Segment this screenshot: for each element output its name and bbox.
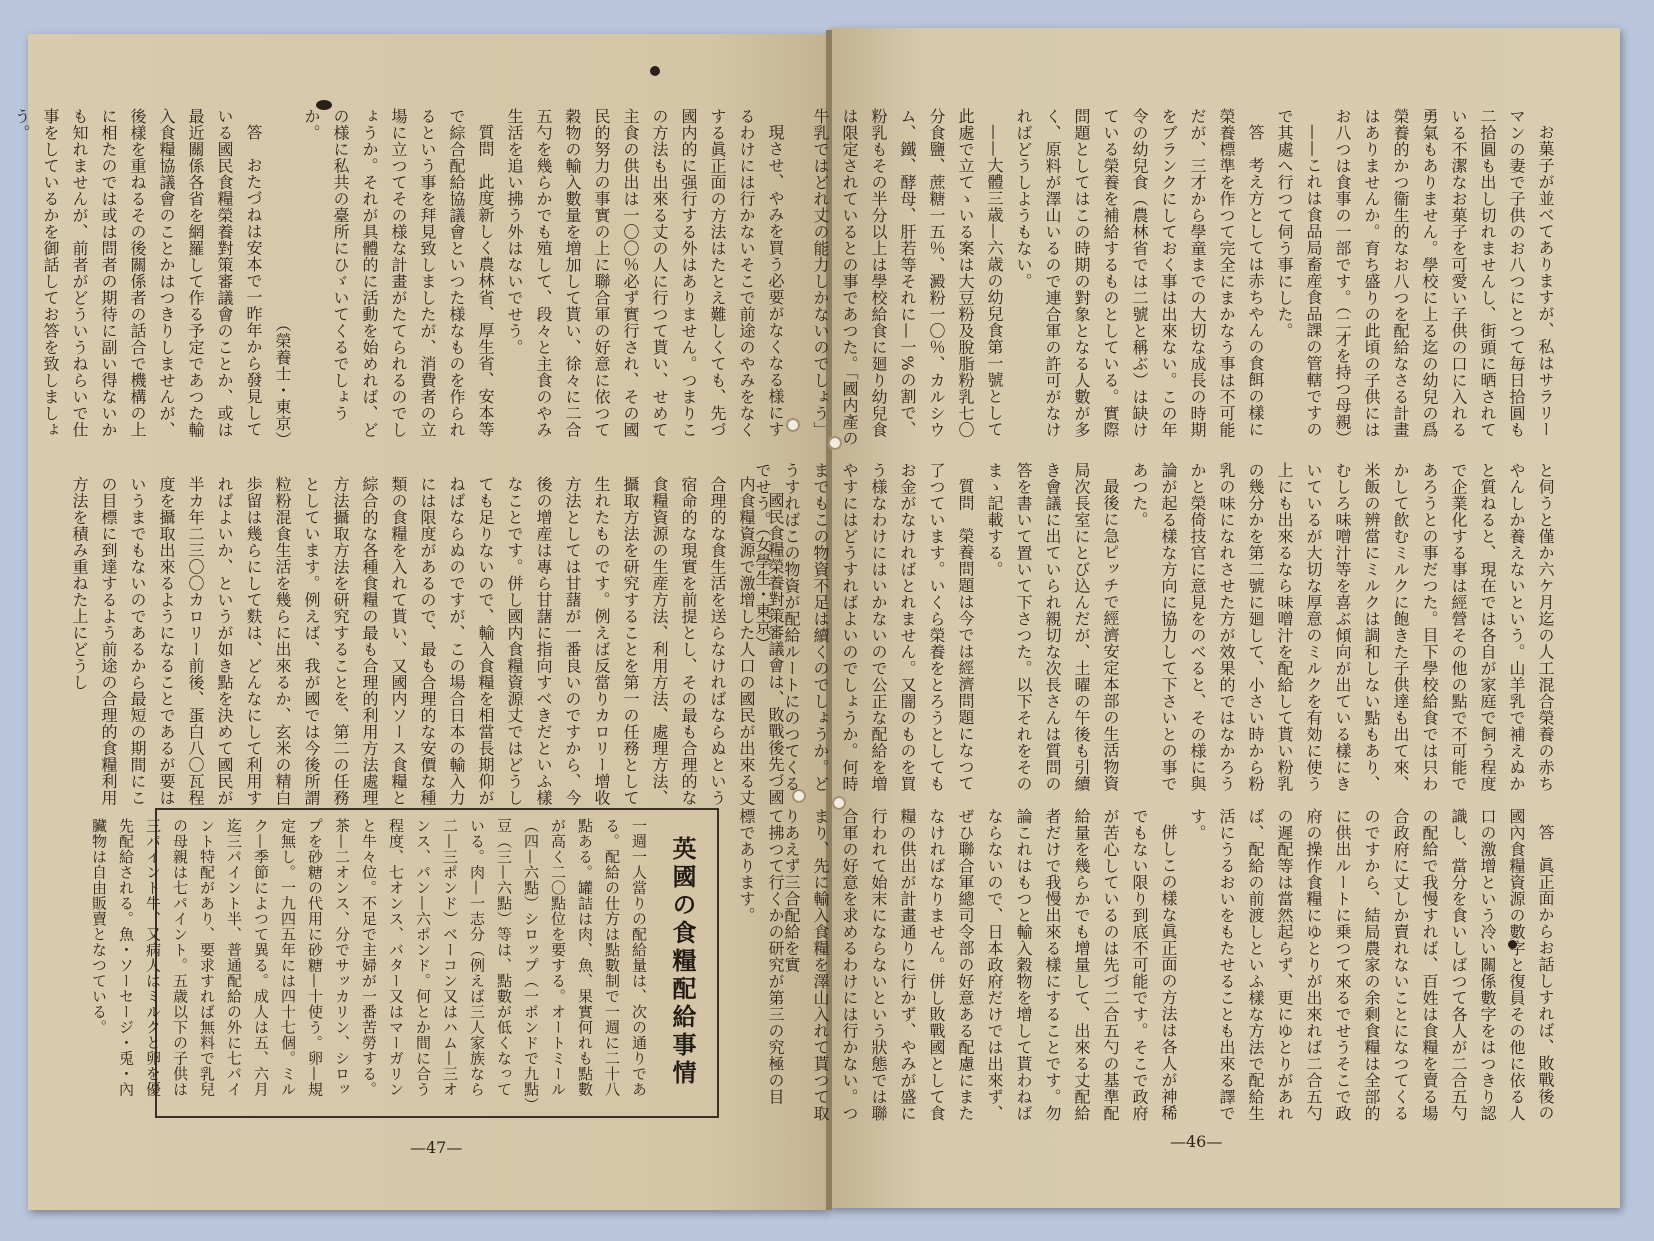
paragraph: お菓子が並べてありますが、私はサラリーマンの妻で子供のお八つにとつて毎日拾圓も二拾圓も出し切れませんし、街頭に晒されている不潔なお菓子を可愛い子供の口に入れる勇氣もありません。學校に上る迄の幼兒の爲榮養的かつ衞生的なお八つを配給なさる計畫はありませんか。育ち盛りの此頃の子供にはお八つは食事の一部です。（二才を持つ母親） xyxy=(1333,108,1555,447)
right-bottom-text xyxy=(782,808,1560,1124)
paragraph: 國民食糧榮養對策審議會は、敗戰後先づ國内食糧資源で激增した人口の國民が出來る丈合理的な食生活を送らなければならぬという宿命的な現實を前提とし、その最も合理的な食糧資源の生産方法、利用方法、處理方法、攝取方法を研究することを第一の任務として生れたものです。例えば反當りカロリー增收方法としては甘藷が一番良いのですから、今後の增産は專ら甘藷に指向すべきだといふ樣なことです。併し國内食糧資源丈ではどうしても足りないので、輸入食糧を相當長期仰がねばならぬのですが、この場合日本の輸入力には限度があるので、最も合理的な安價な種類の食糧を入れて貰い、又國内ソース食糧と綜合的な各種食糧の最も合理的利用方法處理方法攝取方法を研究することを、第二の任務としています。例えば、我が國では今後所謂粒粉混食生活を幾らに出來るか、玄米の精白歩留は幾らにして麩は、どんなにして利用すればよいか、というが如き點を決めて國民が半カ年二三〇〇カロリー前後、蛋白八〇瓦程度を攝取出來るようになることであるが要はいうまでもないのであるから最短の期間にこの目標に到達するよう前途の合理的食糧利用方法を積み重ねた上にどうし xyxy=(70,476,785,806)
answer-paragraph: 答 眞正面からお話しすれば、敗戰後の國內食糧資源の數字と復員その他に依る人口の激增という冷い關係數字をはつきり認識し、當分を食いしばつて各人が二合五勺の配給で我慢すれば、百姓は食糧を賣る場合政府に丈しか賣れないことになつてくるのですから、結局農家の余剩食糧は全部的に供出ルートに乗つて來るでせうそこで政府の操作食糧にゆとりが出來れば二合五勺の遲配等は當然起らず、更にゆとりがあれば、配給の前渡しといふ樣な方法で配給生活にうるおいをもたせることも出來る譯です。 xyxy=(1188,808,1555,1122)
paragraph: 最後に急ピッチで經濟安定本部の生活物資局次長室にとび込んだが、土曜の午後も引續き會議に出ていられ親切な次長さんは質問の答を書いて置いて下さつた。以下それをそのまゝ記載する。 xyxy=(985,462,1120,792)
question-paragraph: 質問 此度新しく農林省、厚生省、安本等で綜合配給協議會といつた様なものを作られるという事を拜見致しましたが、消費者の立場に立つてその様な計畫がたてられるのでしょうか。それが具體的に活動を始めれば、どの様に私共の臺所にひゞいてくるでしょうか。 xyxy=(302,108,495,438)
questioner-signature: （榮養士・東京） xyxy=(273,316,292,448)
box-title: 英國の食糧配給事情 xyxy=(668,836,696,1088)
left-top-text xyxy=(12,108,790,448)
box-body xyxy=(90,818,652,1110)
page-number-left: —47— xyxy=(410,1138,463,1157)
paragraph-end: て拂つて行くかの研究が第三の究極の目標であります。 xyxy=(737,808,785,1105)
note-paragraph: ——大體三歳—六歳の幼兒食第一號として此處で立てゝいる案は大豆粉及脫脂粉乳七〇分食鹽、蔗糖一五％、澱粉一〇％、カルシウム、鐵、酵母、肝若等それに—一%の割で、粉乳もその半分以上は學校給食に廻り幼兒食は限定されているとの事であつた。「國内產の牛乳ではどれ丈の能力しかないのでしょう」 xyxy=(811,108,1004,447)
answer-paragraph: 答 考え方としては赤ちやんの食餌の樣に榮養標準を作つて完全にまかなう事は不可能だが、三才から學童までの大切な成長の時期をブランクにしておく事は出來ない。この年令の幼兒食（農林省では二號と稱ぶ）は缺けている榮養を補給するものとしている。實際問題としてはこの時期の對象となる人數が多く、原料が澤山いるので連合軍の許可がなければどうしようもない。 xyxy=(1014,108,1265,438)
right-middle-text xyxy=(753,462,1560,792)
paragraph: 現させ、やみを買う必要がなくなる様にするわけには行かないそこで前途のやみをなくする眞正面の方法はたとえ難しくても、先づ國内的に强行する外はありません。つまりこの方法も出來る丈の人に行つて貰い、せめて主食の供出は一〇〇％必ず實行され、その國民的努力の事實の上に聯合軍の好意に依つて穀物の輸入數量を増加して貰い、徐々に二合五勺を幾らかでも殖して、段々と主食のやみ生活を追い拂う外はないでせう。 xyxy=(505,108,785,438)
ink-spot xyxy=(650,66,660,76)
paragraph: 併しこの樣な眞正面の方法は各人が神稀でもない限り到底不可能です。そこで政府が苦心しているのは先づ二合五勺の基準配給量を幾らかでも增量して、出來る丈配給者だけで我慢出來る樣にすることです。勿論これはもつと輸入穀物を增して貰わねばならないので、日本政府だけでは出來ず、ぜひ聯合軍總司令部の好意ある配慮にまたなければなりません。併し敗戰國として食糧の供出が計畫通りに行かず、やみが盛に行われて始末にならないという狀態では聯合軍の好意を求めるわけには行かない。つまり、先に輸入食糧を澤山入れて貰つて取りあえず三合配給を實 xyxy=(782,808,1178,1122)
answer-paragraph: 答 おたづねは安本で一昨年から發見している國民食糧榮養對策審議會のことか、或は最近關係各省を網羅して作る予定であつた輸入食糧協議會のことかはつきりしませんが、後樣を重ねるその後關係者の話合で機構の上に相たのでは或は問者の期待に副い得ないかも知れませんが、前者がどういうねらいで仕事をしているかを御話してお答を致しましょう。 xyxy=(12,108,263,438)
box-paragraph: 一週一人當りの配給量は、次の通りである。配給の仕方は點數制で一週に二十八點ある。罐詰は肉、魚、果實何れも點數が高く二〇點位を要する。オートミール（四—六點）シロップ（一ポンドで九點）豆（三—六點）等は、點數が低くなっている。肉—一志分（例えば三人家族なら二—三ポンド）ベーコン又はハム—三オンス、パン—六ポンド。何とか間に合う程度、七オンス、バター又はマーガリンと牛々位。不足で主婦が一番苦勞する。茶—二オンス、分でサッカリン、シロップを砂糖の代用に砂糖—十使う。卵—規定無し。一九四五年には四十七個。ミルク—季節によつて異る。成人は五、六月迄三パイント半、普通配給の外に七パイント特配があり、要求すれば無料で乳兒の母親は七パイント。五歳以下の子供は三パイント牛、又病人はミルクと卵を優先配給される。魚・ソーセージ・兎・內臟物は自由販賣となつている。 xyxy=(90,818,648,1105)
paragraph: と伺うと僅か六ケ月迄の人工混合榮養の赤ちやんしか養えないという。山羊乳で補えぬかと質ねると、現在では各自が家庭で飼う程度で企業化する事は經營その他の點で不可能であろうとの事だつた。目下學校給食では只わかして飮むミルクに飽きた子供達も出て來、米飯の辨當にミルクは調和しない點もあり、むしろ味噌汁等を喜ぶ傾向が出ている樣にきいているが大切な厚意のミルクを有効に使う上にも出來るなら味噌汁を配給して貰い粉乳の幾分かを第二號に廻して、小さい時から粉乳の味になれさせた方が效果的ではなかろうかと榮倚技官に意見をのべると、その様に與論が起る樣な方向に協力して下さいとの事であつた。 xyxy=(1130,462,1555,792)
note-paragraph: ——これは食品局畜産食品課の管轄ですので其處へ行つて伺う事にした。 xyxy=(1275,108,1323,438)
page-number-right: —46— xyxy=(1170,1132,1223,1151)
right-top-text xyxy=(811,108,1560,448)
left-bottom-text xyxy=(70,476,790,806)
question-paragraph: 質問 榮養問題は今では經濟問題になつて了つています。いくら榮養をとろうとしてもお金がなければとれません。又闇のものを買う様なわけにはいかないので公正な配給を増やすにはどうすればよいのでしょうか。何時までもこの物資不足は續くのでしょうか。どうすればこの物資が配給ルートにのつてくるでせう。（女學生・東京） xyxy=(753,462,975,792)
